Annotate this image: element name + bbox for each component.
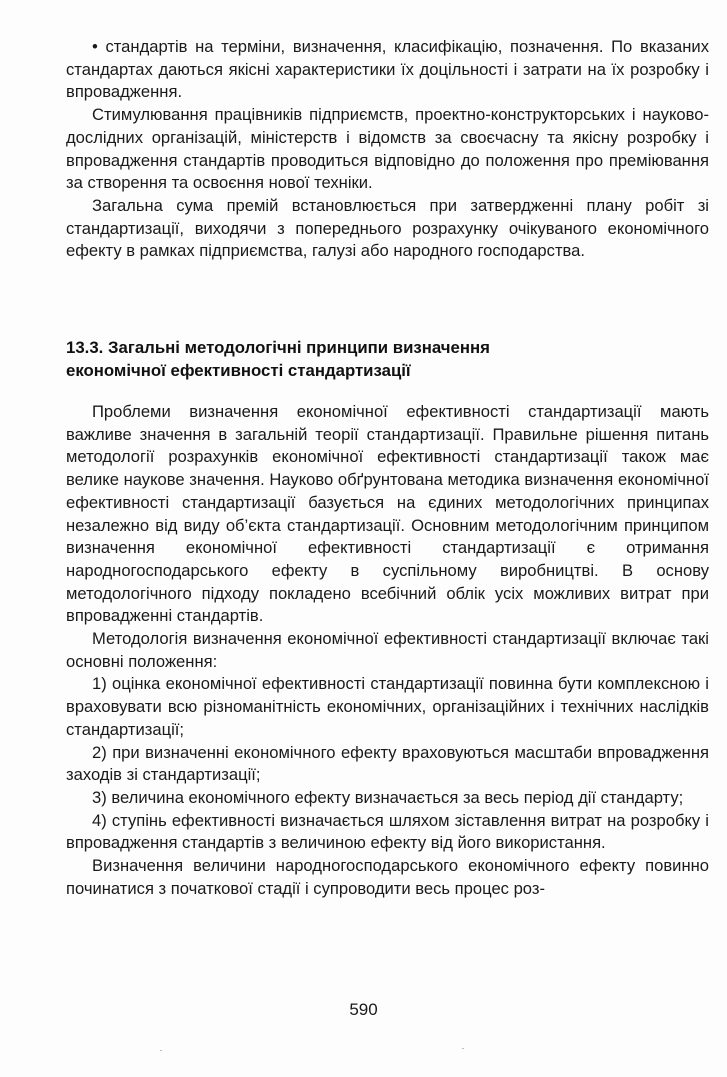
top-text-block	[66, 36, 709, 263]
section-heading	[66, 337, 666, 382]
paragraph: • стандартів на терміни, визначення, класифікацію, позначення. По вказаних стандартах даються якісні характеристики їх доцільності і затрати на їх розробку і впровадження.	[66, 37, 709, 102]
page-number: 590	[349, 1000, 378, 1019]
list-item: 1) оцінка економічної ефективності стандартизації повинна бути комплексною і враховувати всю різноманітність економічних, організаційних і технічних наслідків стандартизації;	[66, 674, 709, 739]
scan-speck	[462, 1048, 464, 1049]
scan-speck	[160, 1050, 162, 1051]
paragraph: Проблеми визначення економічної ефективності стандартизації мають важливе значення в загальній теорії стандартизації. Правильне рішення питань методології розрахунків економічної ефективності стандартизації також має велике наукове значення. Науково обґрунтована методика визначення економічної ефективності стандартизації базується на єдиних методологічних принципах незалежно від виду об’єкта стандартизації. Основним методологічним принципом визначення економічної ефективності стандартизації є отримання народногосподарського ефекту в суспільному виробництві. В основу методологічного підходу покладено всебічний облік усіх можливих витрат при впровадженні стандартів.	[66, 402, 709, 626]
paragraph: Визначення величини народногосподарського економічного ефекту повинно починатися з початкової стадії і супроводити весь процес роз-	[66, 856, 709, 898]
main-text-block	[66, 401, 709, 900]
section-heading-line: 13.3. Загальні методологічні принципи визначення	[66, 338, 490, 357]
paragraph: Загальна сума премій встановлюється при затвердженні плану робіт зі стандартизації, виходячи з попереднього розрахунку очікуваного економічного ефекту в рамках підприємства, галузі або народного господарства.	[66, 195, 709, 261]
paragraph: Стимулювання працівників підприємств, проектно-конструкторських і науково-дослідних організацій, міністерств і відомств за своєчасну та якісну розробку і впровадження стандартів проводиться відповідно до положення про преміювання за створення та освоєння нової техніки.	[66, 105, 709, 193]
list-item: 3) величина економічного ефекту визначається за весь період дії стандарту;	[92, 787, 684, 807]
list-item: 4) ступінь ефективності визначається шляхом зіставлення витрат на розробку і впровадження стандартів з величиною ефекту від його використання.	[66, 810, 709, 853]
paragraph: Методологія визначення економічної ефективності стандартизації включає такі основні положення:	[66, 629, 709, 671]
list-item: 2) при визначенні економічного ефекту враховуються масштаби впровадження заходів зі стандартизації;	[66, 742, 709, 785]
section-heading-line: економічної ефективності стандартизації	[66, 360, 411, 380]
